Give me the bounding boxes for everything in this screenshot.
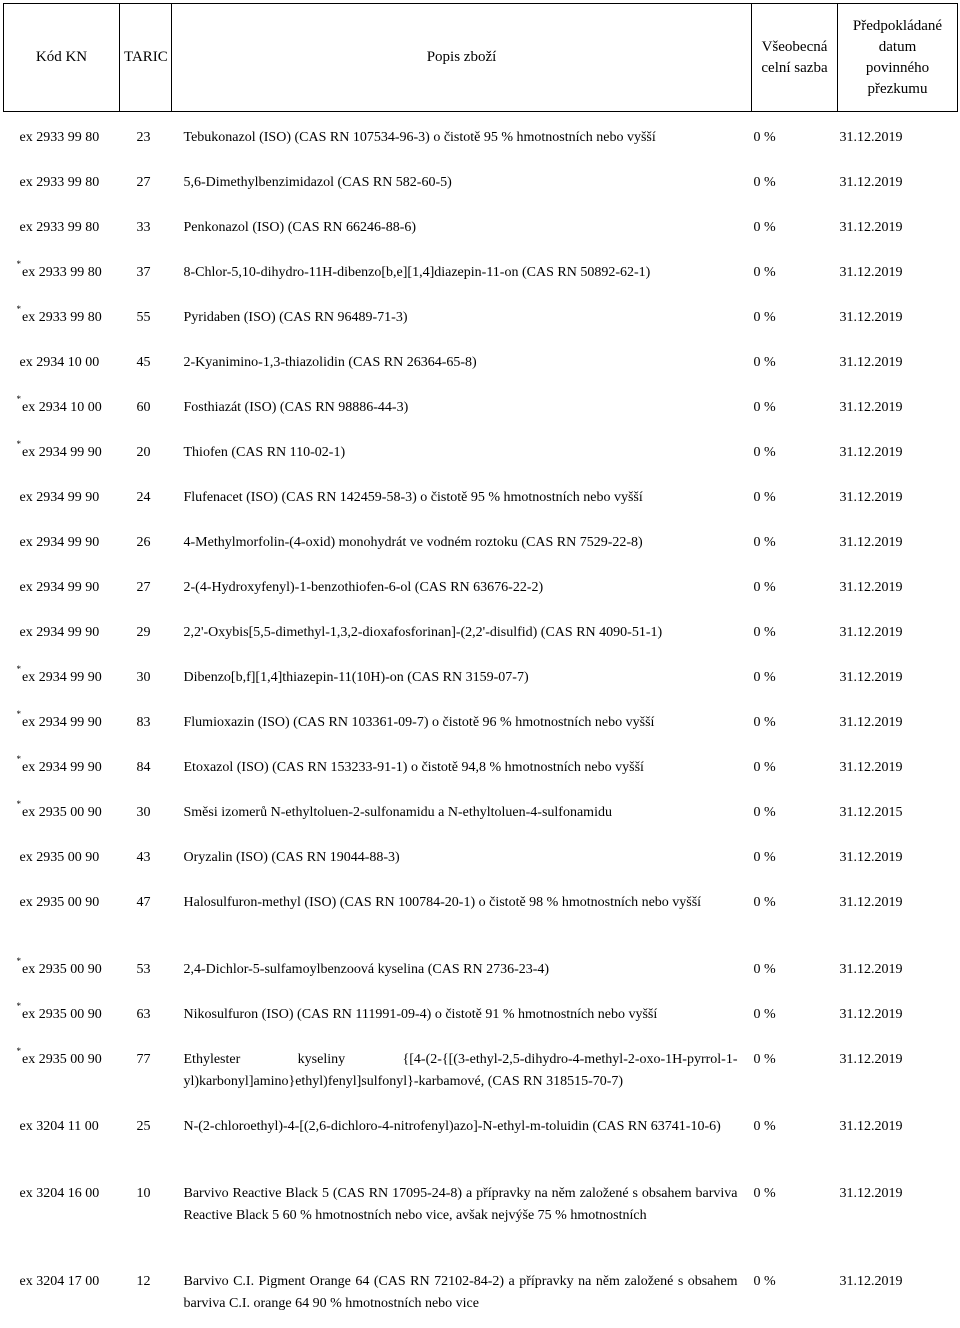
cell-kn-code	[4, 702, 120, 747]
cell-description: 2,4-Dichlor-5-sulfamoylbenzoová kyselina (CAS RN 2736-23-4)	[172, 949, 752, 994]
table-row	[4, 162, 958, 207]
cell-taric: 60	[120, 387, 172, 432]
cell-kn-code	[4, 1261, 120, 1328]
cell-kn-code	[4, 252, 120, 297]
asterisk-marker: *	[17, 394, 22, 404]
cell-taric: 12	[120, 1261, 172, 1328]
cell-taric: 27	[120, 567, 172, 612]
cell-kn-code	[4, 207, 120, 252]
cell-taric: 26	[120, 522, 172, 567]
asterisk-marker: *	[17, 709, 22, 719]
cell-review-date: 31.12.2019	[838, 342, 958, 387]
cell-taric: 29	[120, 612, 172, 657]
cell-review-date: 31.12.2019	[838, 207, 958, 252]
table-row	[4, 1261, 958, 1328]
kn-code-text: ex 2935 00 90	[20, 850, 100, 865]
cell-review-date: 31.12.2019	[838, 612, 958, 657]
cell-taric: 45	[120, 342, 172, 387]
kn-code-text: ex 2935 00 90	[22, 805, 102, 820]
cell-review-date: 31.12.2019	[838, 949, 958, 994]
cell-duty-rate: 0 %	[752, 207, 838, 252]
cell-description: Barvivo Reactive Black 5 (CAS RN 17095-24-8) a přípravky na něm založené s obsahem barviva Reactive Black 5 60 % hmotnostních nebo vice, avšak nejvýše 75 % hmotnostních	[172, 1173, 752, 1261]
kn-code-text: ex 2935 00 90	[20, 895, 100, 910]
table-row	[4, 747, 958, 792]
table-row	[4, 792, 958, 837]
cell-description: 2-(4-Hydroxyfenyl)-1-benzothiofen-6-ol (CAS RN 63676-22-2)	[172, 567, 752, 612]
cell-description: 5,6-Dimethylbenzimidazol (CAS RN 582-60-5)	[172, 162, 752, 207]
cell-description: Etoxazol (ISO) (CAS RN 153233-91-1) o čistotě 94,8 % hmotnostních nebo vyšší	[172, 747, 752, 792]
kn-code-text: ex 3204 17 00	[20, 1274, 100, 1289]
cell-review-date: 31.12.2019	[838, 387, 958, 432]
cell-taric: 10	[120, 1173, 172, 1261]
cell-description: Směsi izomerů N-ethyltoluen-2-sulfonamidu a N-ethyltoluen-4-sulfonamidu	[172, 792, 752, 837]
cell-review-date: 31.12.2019	[838, 1039, 958, 1106]
cell-review-date: 31.12.2019	[838, 1261, 958, 1328]
kn-code-text: ex 2934 99 90	[20, 490, 100, 505]
header-description: Popis zboží	[172, 4, 752, 112]
table-row	[4, 477, 958, 522]
cell-taric: 53	[120, 949, 172, 994]
cell-description: Penkonazol (ISO) (CAS RN 66246-88-6)	[172, 207, 752, 252]
header-taric: TARIC	[120, 4, 172, 112]
cell-duty-rate: 0 %	[752, 387, 838, 432]
tariff-document	[3, 3, 957, 1328]
cell-taric: 30	[120, 657, 172, 702]
cell-kn-code	[4, 387, 120, 432]
header-review-date-line3: povinného	[842, 58, 953, 79]
cell-description: Tebukonazol (ISO) (CAS RN 107534-96-3) o čistotě 95 % hmotnostních nebo vyšší	[172, 117, 752, 162]
cell-description: Nikosulfuron (ISO) (CAS RN 111991-09-4) o čistotě 91 % hmotnostních nebo vyšší	[172, 994, 752, 1039]
cell-duty-rate: 0 %	[752, 252, 838, 297]
table-row	[4, 1039, 958, 1106]
asterisk-marker: *	[17, 664, 22, 674]
cell-review-date: 31.12.2019	[838, 882, 958, 949]
cell-taric: 63	[120, 994, 172, 1039]
table-row	[4, 1173, 958, 1261]
header-kn-code: Kód KN	[4, 4, 120, 112]
cell-kn-code	[4, 1173, 120, 1261]
cell-kn-code	[4, 882, 120, 949]
cell-kn-code	[4, 949, 120, 994]
cell-duty-rate: 0 %	[752, 477, 838, 522]
cell-taric: 47	[120, 882, 172, 949]
kn-code-text: ex 2935 00 90	[22, 1052, 102, 1067]
kn-code-text: ex 2934 10 00	[22, 400, 102, 415]
header-duty-rate-line1: Všeobecná	[756, 37, 833, 58]
cell-kn-code	[4, 657, 120, 702]
cell-description: Fosthiazát (ISO) (CAS RN 98886-44-3)	[172, 387, 752, 432]
cell-duty-rate: 0 %	[752, 567, 838, 612]
header-review-date-line1: Předpokládané	[842, 16, 953, 37]
asterisk-marker: *	[17, 799, 22, 809]
kn-code-text: ex 2934 99 90	[22, 670, 102, 685]
cell-review-date: 31.12.2015	[838, 792, 958, 837]
cell-duty-rate: 0 %	[752, 792, 838, 837]
kn-code-text: ex 3204 11 00	[20, 1119, 99, 1134]
cell-duty-rate: 0 %	[752, 117, 838, 162]
cell-review-date: 31.12.2019	[838, 252, 958, 297]
cell-taric: 23	[120, 117, 172, 162]
cell-review-date: 31.12.2019	[838, 567, 958, 612]
cell-description: 4-Methylmorfolin-(4-oxid) monohydrát ve vodném roztoku (CAS RN 7529-22-8)	[172, 522, 752, 567]
kn-code-text: ex 2934 99 90	[22, 715, 102, 730]
header-duty-rate	[752, 4, 838, 112]
cell-kn-code	[4, 117, 120, 162]
cell-duty-rate: 0 %	[752, 657, 838, 702]
cell-kn-code	[4, 522, 120, 567]
cell-taric: 77	[120, 1039, 172, 1106]
cell-taric: 27	[120, 162, 172, 207]
cell-kn-code	[4, 792, 120, 837]
cell-kn-code	[4, 747, 120, 792]
table-row	[4, 522, 958, 567]
kn-code-text: ex 2933 99 80	[20, 130, 100, 145]
cell-review-date: 31.12.2019	[838, 522, 958, 567]
table-row	[4, 342, 958, 387]
cell-description: Oryzalin (ISO) (CAS RN 19044-88-3)	[172, 837, 752, 882]
table-row	[4, 949, 958, 994]
table-row	[4, 207, 958, 252]
kn-code-text: ex 2933 99 80	[22, 310, 102, 325]
cell-description: 2-Kyanimino-1,3-thiazolidin (CAS RN 26364-65-8)	[172, 342, 752, 387]
cell-duty-rate: 0 %	[752, 612, 838, 657]
table-row	[4, 387, 958, 432]
cell-duty-rate: 0 %	[752, 342, 838, 387]
cell-duty-rate: 0 %	[752, 162, 838, 207]
cell-duty-rate: 0 %	[752, 1106, 838, 1173]
cell-taric: 24	[120, 477, 172, 522]
cell-taric: 43	[120, 837, 172, 882]
kn-code-text: ex 2934 99 90	[20, 625, 100, 640]
cell-duty-rate: 0 %	[752, 882, 838, 949]
table-body	[4, 112, 958, 1328]
asterisk-marker: *	[17, 1001, 22, 1011]
cell-description: Flufenacet (ISO) (CAS RN 142459-58-3) o čistotě 95 % hmotnostních nebo vyšší	[172, 477, 752, 522]
kn-code-text: ex 2934 99 90	[22, 445, 102, 460]
cell-taric: 20	[120, 432, 172, 477]
cell-review-date: 31.12.2019	[838, 837, 958, 882]
cell-taric: 83	[120, 702, 172, 747]
table-row	[4, 297, 958, 342]
cell-kn-code	[4, 477, 120, 522]
cell-description: Ethylester kyseliny {[4-(2-{[(3-ethyl-2,5-dihydro-4-methyl-2-oxo-1H-pyrrol-1-yl)karbonyl]amino}ethyl)fenyl]sulfonyl}-karbamové, (CAS RN 318515-70-7)	[172, 1039, 752, 1106]
cell-taric: 55	[120, 297, 172, 342]
cell-review-date: 31.12.2019	[838, 1106, 958, 1173]
kn-code-text: ex 2934 99 90	[22, 760, 102, 775]
table-row	[4, 567, 958, 612]
asterisk-marker: *	[17, 754, 22, 764]
kn-code-text: ex 2935 00 90	[22, 1007, 102, 1022]
cell-description: 2,2'-Oxybis[5,5-dimethyl-1,3,2-dioxafosforinan]-(2,2'-disulfid) (CAS RN 4090-51-1)	[172, 612, 752, 657]
table-row	[4, 432, 958, 477]
cell-review-date: 31.12.2019	[838, 1173, 958, 1261]
header-review-date-line4: přezkumu	[842, 79, 953, 100]
cell-taric: 33	[120, 207, 172, 252]
cell-kn-code	[4, 612, 120, 657]
kn-code-text: ex 2933 99 80	[20, 175, 100, 190]
kn-code-text: ex 3204 16 00	[20, 1186, 100, 1201]
table-row	[4, 702, 958, 747]
cell-description: Thiofen (CAS RN 110-02-1)	[172, 432, 752, 477]
cell-description: Pyridaben (ISO) (CAS RN 96489-71-3)	[172, 297, 752, 342]
header-review-date-line2: datum	[842, 37, 953, 58]
cell-duty-rate: 0 %	[752, 1173, 838, 1261]
kn-code-text: ex 2934 10 00	[20, 355, 100, 370]
header-review-date	[838, 4, 958, 112]
table-row	[4, 657, 958, 702]
cell-review-date: 31.12.2019	[838, 477, 958, 522]
cell-description: Halosulfuron-methyl (ISO) (CAS RN 100784-20-1) o čistotě 98 % hmotnostních nebo vyšší	[172, 882, 752, 949]
cell-duty-rate: 0 %	[752, 1261, 838, 1328]
cell-duty-rate: 0 %	[752, 949, 838, 994]
cell-review-date: 31.12.2019	[838, 432, 958, 477]
cell-duty-rate: 0 %	[752, 522, 838, 567]
table-row	[4, 994, 958, 1039]
asterisk-marker: *	[17, 259, 22, 269]
cell-kn-code	[4, 994, 120, 1039]
kn-code-text: ex 2934 99 90	[20, 535, 100, 550]
cell-taric: 84	[120, 747, 172, 792]
cell-duty-rate: 0 %	[752, 702, 838, 747]
kn-code-text: ex 2935 00 90	[22, 962, 102, 977]
cell-duty-rate: 0 %	[752, 297, 838, 342]
cell-kn-code	[4, 297, 120, 342]
table-row	[4, 612, 958, 657]
table-row	[4, 837, 958, 882]
cell-kn-code	[4, 1039, 120, 1106]
cell-description: Flumioxazin (ISO) (CAS RN 103361-09-7) o čistotě 96 % hmotnostních nebo vyšší	[172, 702, 752, 747]
cell-taric: 25	[120, 1106, 172, 1173]
cell-kn-code	[4, 837, 120, 882]
asterisk-marker: *	[17, 439, 22, 449]
cell-taric: 30	[120, 792, 172, 837]
cell-description: Dibenzo[b,f][1,4]thiazepin-11(10H)-on (CAS RN 3159-07-7)	[172, 657, 752, 702]
cell-review-date: 31.12.2019	[838, 994, 958, 1039]
cell-review-date: 31.12.2019	[838, 702, 958, 747]
cell-review-date: 31.12.2019	[838, 117, 958, 162]
cell-duty-rate: 0 %	[752, 747, 838, 792]
cell-description: 8-Chlor-5,10-dihydro-11H-dibenzo[b,e][1,4]diazepin-11-on (CAS RN 50892-62-1)	[172, 252, 752, 297]
table-row	[4, 252, 958, 297]
cell-description: Barvivo C.I. Pigment Orange 64 (CAS RN 72102-84-2) a přípravky na něm založené s obsahem barviva C.I. orange 64 90 % hmotnostních nebo vice	[172, 1261, 752, 1328]
kn-code-text: ex 2933 99 80	[22, 265, 102, 280]
cell-kn-code	[4, 162, 120, 207]
cell-taric: 37	[120, 252, 172, 297]
cell-duty-rate: 0 %	[752, 432, 838, 477]
cell-description: N-(2-chloroethyl)-4-[(2,6-dichloro-4-nitrofenyl)azo]-N-ethyl-m-toluidin (CAS RN 63741-10-6)	[172, 1106, 752, 1173]
table-row	[4, 1106, 958, 1173]
asterisk-marker: *	[17, 304, 22, 314]
cell-duty-rate: 0 %	[752, 837, 838, 882]
kn-code-text: ex 2933 99 80	[20, 220, 100, 235]
asterisk-marker: *	[17, 956, 22, 966]
header-duty-rate-line2: celní sazba	[756, 58, 833, 79]
asterisk-marker: *	[17, 1046, 22, 1056]
cell-review-date: 31.12.2019	[838, 162, 958, 207]
cell-kn-code	[4, 432, 120, 477]
cell-kn-code	[4, 342, 120, 387]
table-header	[4, 4, 958, 112]
kn-code-text: ex 2934 99 90	[20, 580, 100, 595]
cell-duty-rate: 0 %	[752, 1039, 838, 1106]
table-row	[4, 117, 958, 162]
cell-review-date: 31.12.2019	[838, 657, 958, 702]
table-row	[4, 882, 958, 949]
cell-review-date: 31.12.2019	[838, 747, 958, 792]
cell-duty-rate: 0 %	[752, 994, 838, 1039]
cell-review-date: 31.12.2019	[838, 297, 958, 342]
cell-kn-code	[4, 567, 120, 612]
tariff-table	[3, 3, 958, 1328]
cell-kn-code	[4, 1106, 120, 1173]
